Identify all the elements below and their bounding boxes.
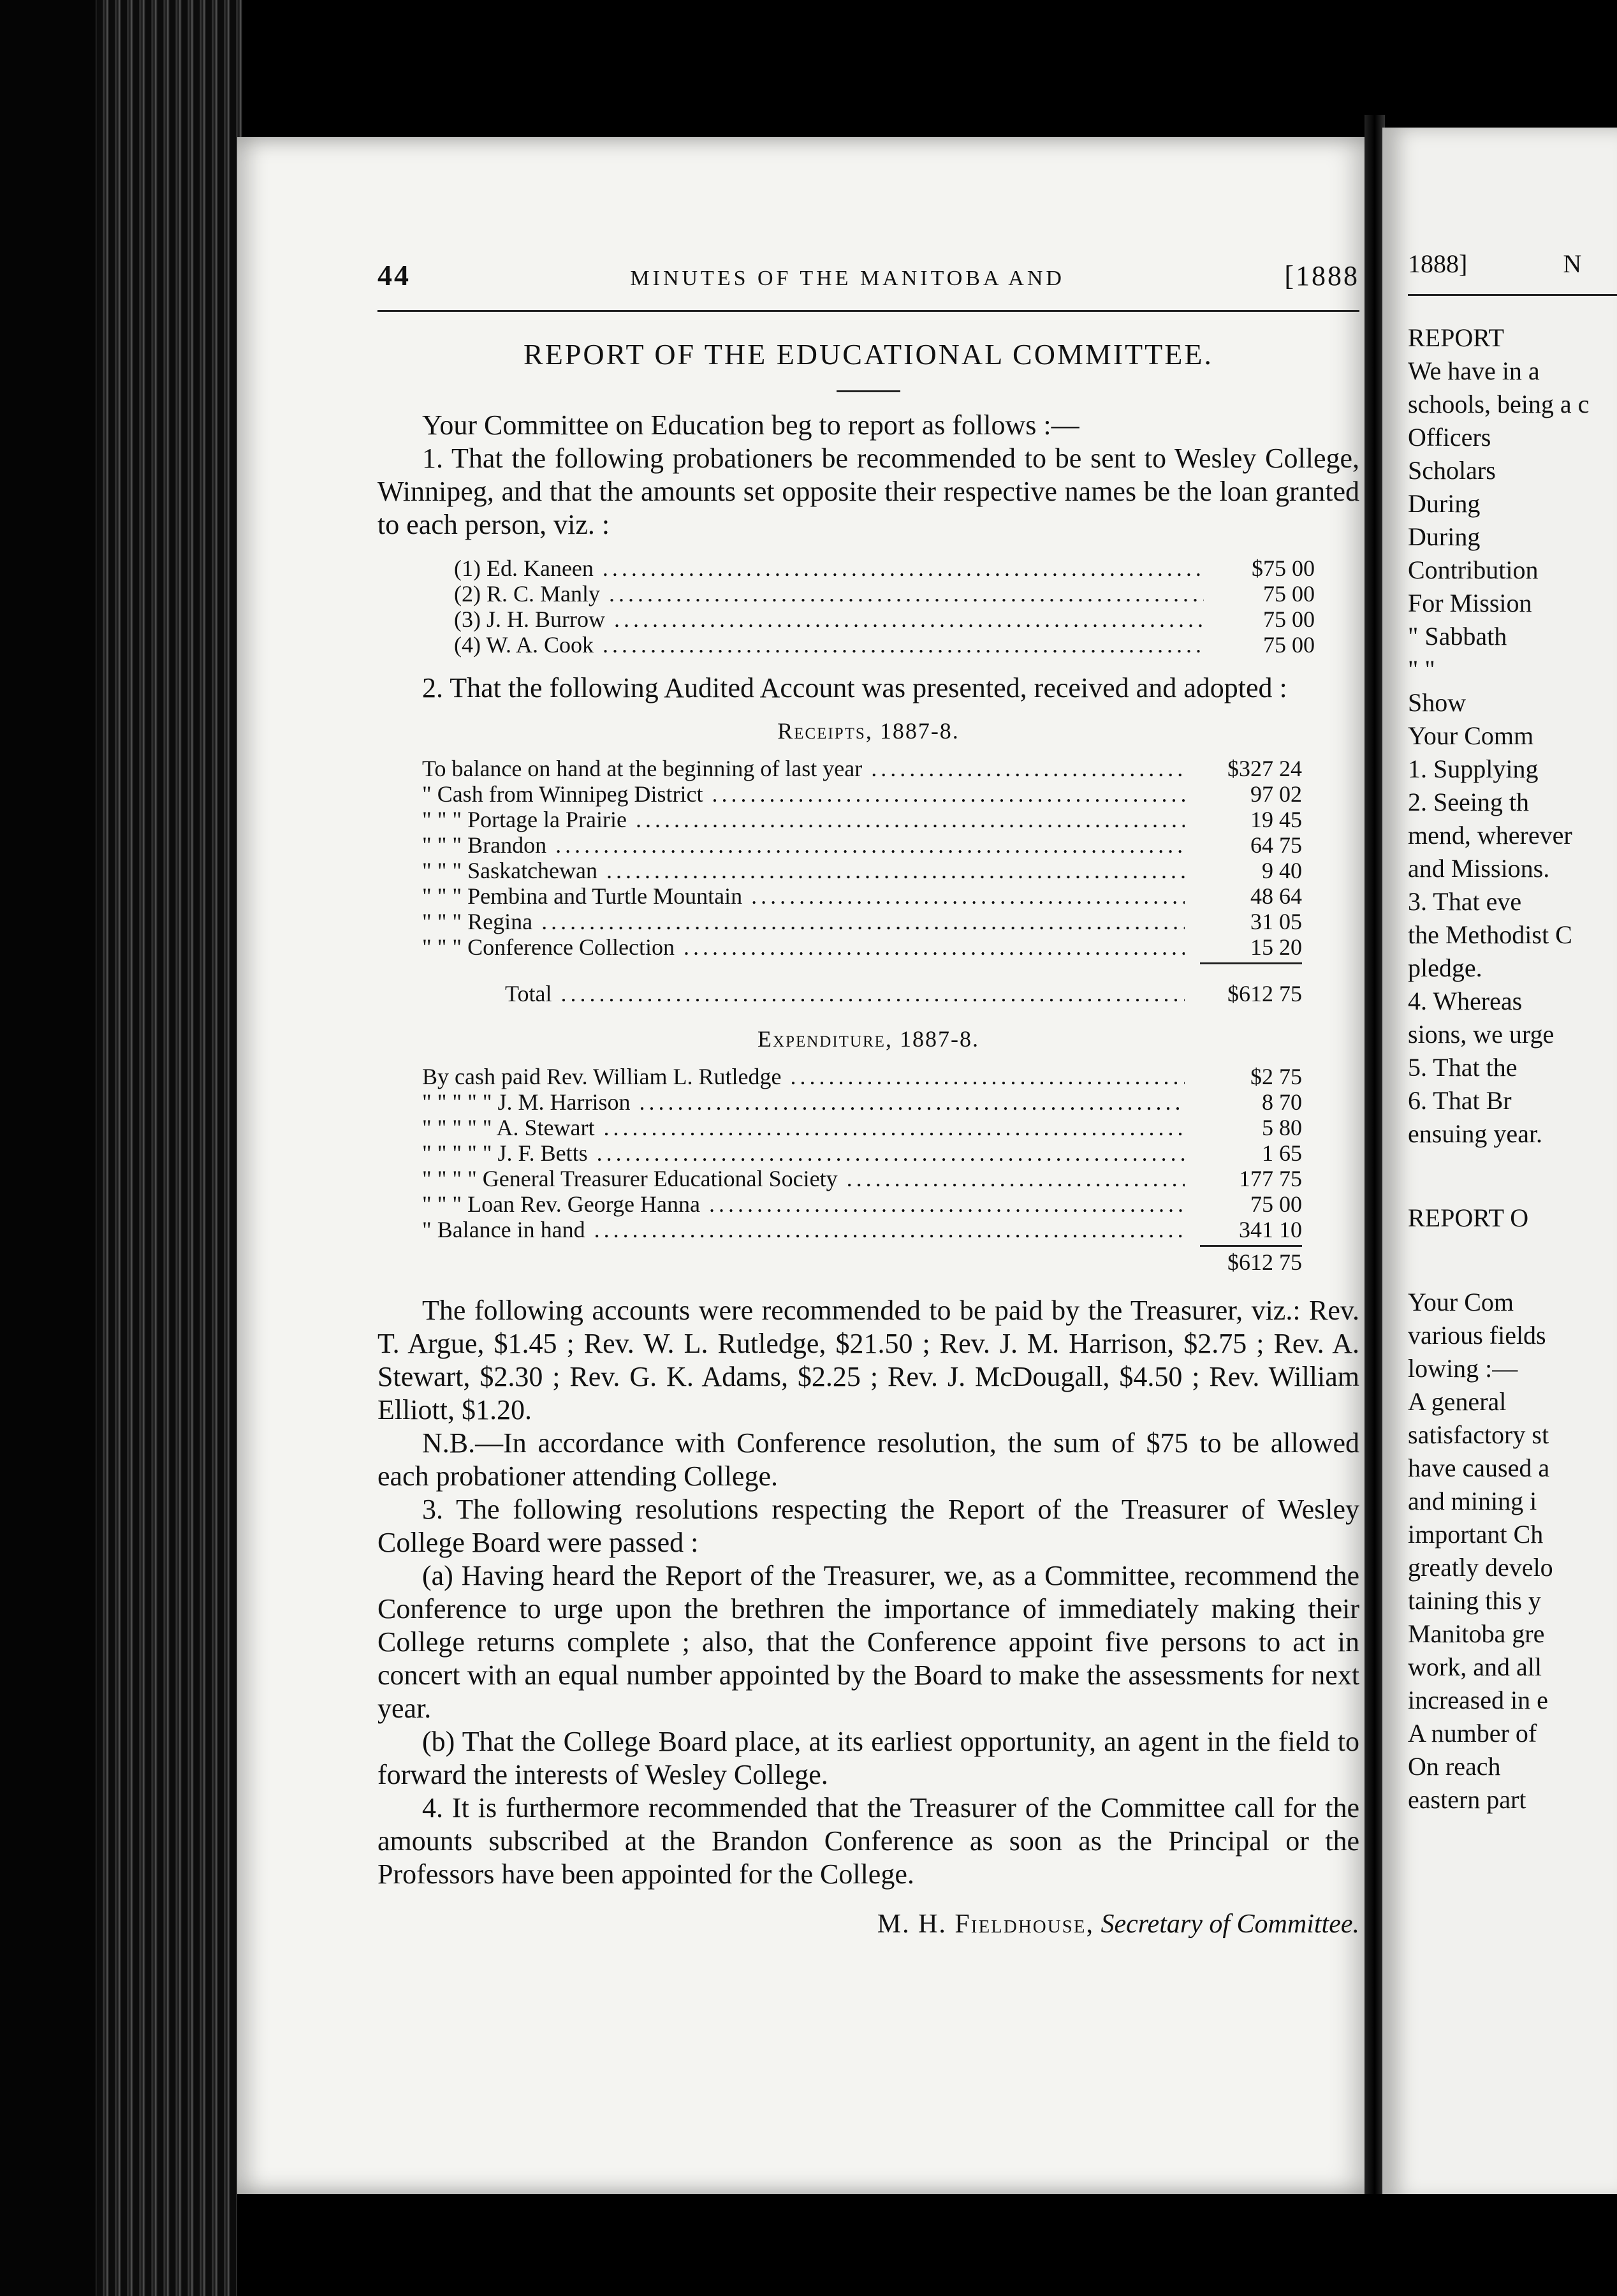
paragraph-4: 4. It is furthermore recommended that the Treasurer of the Committee call for the amounts subscribed at the Brandon Conference as soon as the Principal or the Professors have been appointed for the College. (377, 1792, 1359, 1890)
report-title: REPORT OF THE EDUCATIONAL COMMITTEE. (523, 338, 1213, 371)
right-page-line: " " (1408, 655, 1435, 684)
left-page (237, 137, 1375, 2194)
right-page-line: work, and all (1408, 1652, 1542, 1681)
right-page-line: A number of (1408, 1719, 1537, 1748)
right-page-line: We have in a (1408, 357, 1540, 385)
signature-role: Secretary of Committee. (1101, 1910, 1359, 1939)
left-page-content (377, 258, 1359, 1939)
right-page-line: lowing :— (1408, 1354, 1518, 1383)
right-year: 1888] (1408, 249, 1468, 278)
right-page-line: mend, wherever (1408, 821, 1572, 850)
paragraph-3: The following accounts were recommended to be paid by the Treasurer, viz.: Rev. T. Argue, $1.45 ; Rev. W. L. Rutledge, $21.50 ; Rev. J. M. Harrison, $2.75 ; Rev. A. Stewart, $2.30 ; Rev. G. K. Adams, $2.25 ; Rev. J. McDougall, $4.50 ; Rev. William Elliott, $1.20. (377, 1295, 1359, 1425)
receipt-label: " Cash from Winnipeg District (422, 781, 703, 807)
receipts-total-label: Total (505, 981, 552, 1006)
right-page-line: Contribution (1408, 556, 1539, 584)
paragraph-resolution-b: (b) That the College Board place, at its earliest opportunity, an agent in the field to forward the interests of Wesley College. (377, 1726, 1359, 1790)
paragraph-resolutions: 3. The following resolutions respecting the Report of the Treasurer of Wesley College Board were passed : (377, 1494, 1359, 1558)
receipt-amount: $327 24 (1227, 756, 1302, 781)
right-page (1382, 128, 1617, 2200)
signature-name: M. H. Fieldhouse, (877, 1910, 1094, 1939)
receipt-label: " " " Brandon (422, 832, 547, 858)
loan-amount: 75 00 (1263, 607, 1315, 632)
expenditure-label: " " " " " A. Stewart (422, 1115, 595, 1140)
right-page-line: Your Com (1408, 1288, 1514, 1316)
receipt-row (422, 909, 1302, 934)
paragraph-resolution-a: (a) Having heard the Report of the Treasurer, we, as a Committee, recommend the Conference to urge upon the brethren the importance of immediately making their College returns complete ; also, that the Conference appoint five persons to act in concert with an equal number appointed by the Board to make the assessments for next year. (377, 1560, 1359, 1724)
receipt-label: " " " Pembina and Turtle Mountain (422, 883, 743, 909)
receipt-row (422, 781, 1302, 807)
receipt-row (422, 883, 1302, 909)
right-running-letter: N (1563, 249, 1582, 278)
receipt-label: " " " Portage la Prairie (422, 807, 627, 832)
receipt-amount: 19 45 (1250, 807, 1302, 832)
right-page-line: On reach (1408, 1752, 1501, 1781)
right-page-line: schools, being a c (1408, 390, 1590, 418)
paragraph-1: 1. That the following probationers be recommended to be sent to Wesley College, Winnipeg, and that the amounts set opposite their respective names be the loan granted to each person, viz. : (377, 443, 1359, 540)
scan-bottom-border (237, 2194, 1617, 2296)
header-rule (377, 310, 1359, 312)
expenditure-label: " " " " " J. M. Harrison (422, 1089, 631, 1115)
right-page-line: taining this y (1408, 1586, 1541, 1615)
loan-amount: 75 00 (1263, 581, 1315, 607)
right-page-line: 5. That the (1408, 1053, 1518, 1082)
right-page-line: have caused a (1408, 1453, 1550, 1482)
signature (377, 1909, 1359, 1939)
expenditure-label: " " " " " J. F. Betts (422, 1140, 588, 1166)
running-header (377, 258, 1359, 292)
expenditure-amount: 1 65 (1262, 1140, 1302, 1166)
right-page-line: increased in e (1408, 1686, 1548, 1714)
right-page-line: the Methodist C (1408, 920, 1572, 949)
receipts-heading: Receipts, 1887-8. (777, 718, 960, 744)
intro-paragraph: Your Committee on Education beg to report as follows :— (422, 409, 1079, 441)
right-page-line (1408, 1235, 1617, 1286)
receipt-row (422, 807, 1302, 832)
right-header-rule (1408, 294, 1617, 296)
right-page-line: various fields (1408, 1321, 1546, 1350)
right-page-line: eastern part (1408, 1785, 1526, 1814)
expenditure-row (422, 1064, 1302, 1089)
right-page-line: 2. Seeing th (1408, 788, 1529, 816)
loan-row (454, 556, 1315, 581)
loan-row (454, 632, 1315, 658)
title-rule (837, 390, 900, 392)
receipt-amount: 97 02 (1250, 781, 1302, 807)
receipt-row (422, 756, 1302, 781)
loan-label: (4) W. A. Cook (454, 632, 594, 658)
right-page-line: and mining i (1408, 1487, 1537, 1515)
receipt-amount: 31 05 (1250, 909, 1302, 934)
running-head: MINUTES OF THE MANITOBA AND (630, 267, 1065, 290)
right-page-line: Show (1408, 688, 1467, 717)
receipt-label: " " " Regina (422, 909, 533, 934)
expenditure-amount: 75 00 (1250, 1191, 1302, 1217)
scan-border (0, 0, 96, 2296)
loan-label: (3) J. H. Burrow (454, 607, 605, 632)
loan-list (454, 556, 1315, 658)
receipt-row (422, 858, 1302, 883)
receipts-sum-rule (1200, 962, 1302, 964)
receipt-amount: 9 40 (1262, 858, 1302, 883)
receipt-label: " " " Saskatchewan (422, 858, 598, 883)
right-page-line: For Mission (1408, 589, 1532, 617)
expenditure-table (422, 1064, 1302, 1275)
expenditure-row (422, 1115, 1302, 1140)
expenditure-label: " " " Loan Rev. George Hanna (422, 1191, 700, 1217)
receipt-amount: 15 20 (1250, 934, 1302, 960)
loan-row (454, 607, 1315, 632)
receipt-label: To balance on hand at the beginning of last year (422, 756, 863, 781)
expenditure-amount: 5 80 (1262, 1115, 1302, 1140)
right-page-line: REPORT (1408, 323, 1504, 352)
right-page-lines (1408, 321, 1617, 1816)
right-page-line: During (1408, 522, 1481, 551)
loan-row (454, 581, 1315, 607)
receipt-row (422, 934, 1302, 960)
right-page-line: greatly develo (1408, 1553, 1553, 1582)
right-page-line: REPORT O (1408, 1203, 1529, 1232)
expenditure-amount: 341 10 (1239, 1217, 1302, 1242)
right-page-line: and Missions. (1408, 854, 1550, 883)
year-bracket: [1888 (1284, 260, 1359, 291)
right-page-line: pledge. (1408, 953, 1482, 982)
receipt-amount: 48 64 (1250, 883, 1302, 909)
right-page-line: A general (1408, 1387, 1507, 1416)
receipt-label: " " " Conference Collection (422, 934, 675, 960)
right-page-content (1408, 249, 1617, 1816)
page-number: 44 (377, 259, 411, 291)
expenditure-amount: $2 75 (1250, 1064, 1302, 1089)
receipts-table (422, 756, 1302, 1006)
paragraph-nb: N.B.—In accordance with Conference resolution, the sum of $75 to be allowed each probationer attending College. (377, 1427, 1359, 1492)
right-page-line: satisfactory st (1408, 1420, 1549, 1449)
expenditure-row (422, 1166, 1302, 1191)
right-page-line: " Sabbath (1408, 622, 1507, 651)
right-page-line: Manitoba gre (1408, 1619, 1545, 1648)
right-page-line (1408, 1151, 1617, 1202)
expenditure-label: " Balance in hand (422, 1217, 585, 1242)
loan-label: (1) Ed. Kaneen (454, 556, 594, 581)
expenditure-heading: Expenditure, 1887-8. (757, 1026, 979, 1052)
expenditure-amount: 177 75 (1239, 1166, 1302, 1191)
right-page-line: sions, we urge (1408, 1020, 1555, 1049)
expenditure-row (422, 1140, 1302, 1166)
right-page-line: 4. Whereas (1408, 987, 1523, 1015)
expenditure-row (422, 1191, 1302, 1217)
right-page-line: Scholars (1408, 456, 1496, 485)
expenditure-total-row (422, 1249, 1302, 1275)
expenditure-row (422, 1217, 1302, 1242)
right-page-line: 1. Supplying (1408, 754, 1539, 783)
right-running-header (1408, 249, 1617, 279)
receipt-row (422, 832, 1302, 858)
right-page-line: 3. That eve (1408, 887, 1522, 916)
expenditure-amount: 8 70 (1262, 1089, 1302, 1115)
expenditure-total-amount: $612 75 (1227, 1249, 1302, 1275)
loan-amount: 75 00 (1263, 632, 1315, 658)
loan-amount: $75 00 (1252, 556, 1315, 581)
right-page-line: important Ch (1408, 1520, 1544, 1549)
receipt-amount: 64 75 (1250, 832, 1302, 858)
receipts-total-row (422, 981, 1302, 1006)
right-page-line: Your Comm (1408, 721, 1534, 750)
paragraph-2: 2. That the following Audited Account was presented, received and adopted : (422, 672, 1287, 703)
right-page-line: ensuing year. (1408, 1119, 1543, 1148)
receipts-total-amount: $612 75 (1227, 981, 1302, 1006)
right-page-line: 6. That Br (1408, 1086, 1512, 1115)
right-page-line: Officers (1408, 423, 1491, 452)
expenditure-label: By cash paid Rev. William L. Rutledge (422, 1064, 782, 1089)
expenditure-row (422, 1089, 1302, 1115)
loan-label: (2) R. C. Manly (454, 581, 600, 607)
right-page-line: During (1408, 489, 1481, 518)
expenditure-label: " " " " General Treasurer Educational Society (422, 1166, 838, 1191)
expenditure-sum-rule (1200, 1245, 1302, 1247)
